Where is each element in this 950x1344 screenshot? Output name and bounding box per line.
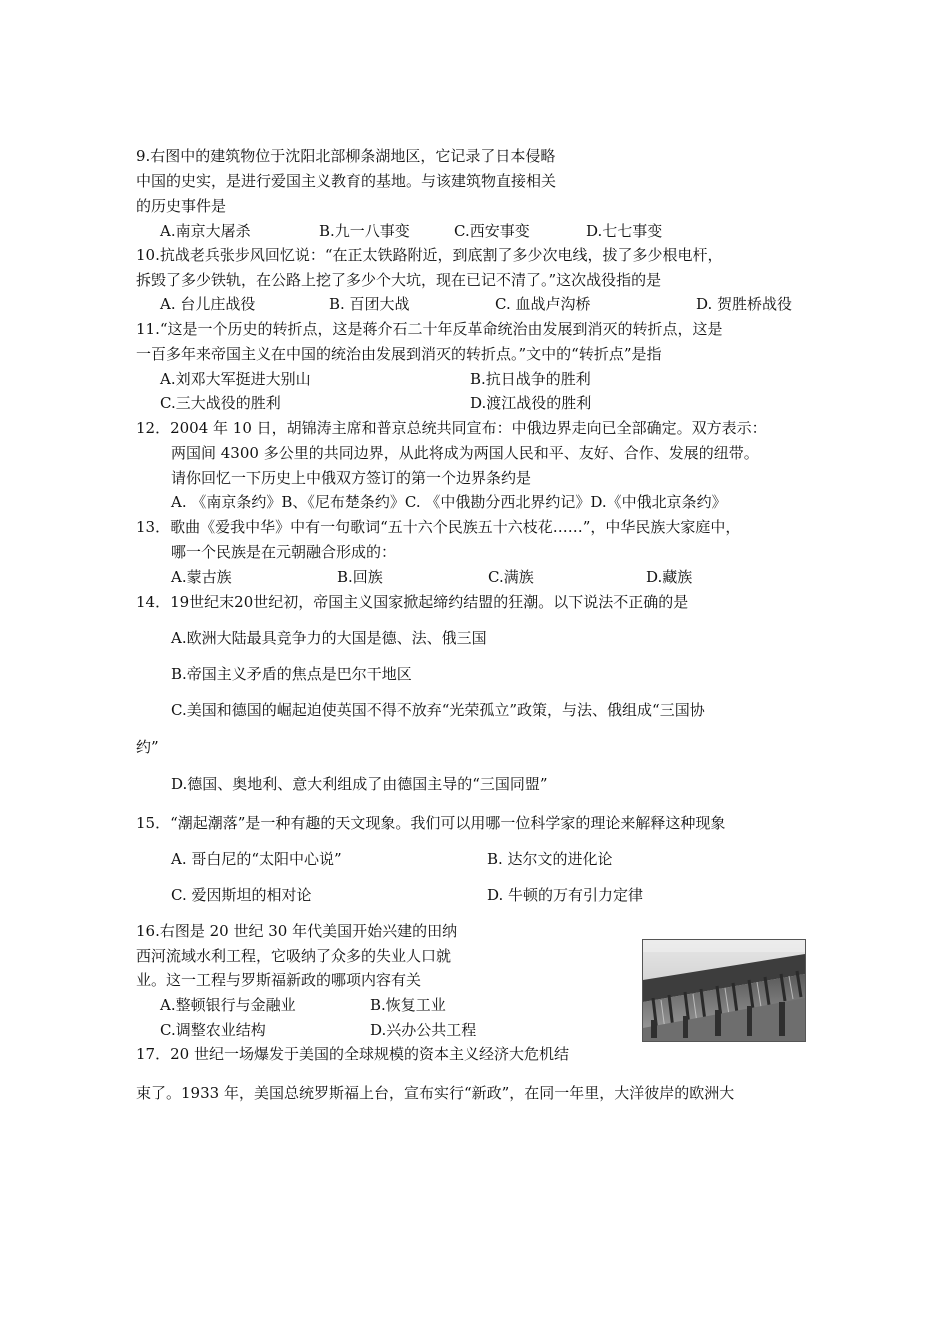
q10-option-a: A. 台儿庄战役 [160, 295, 256, 313]
q13-option-d: D.藏族 [646, 568, 693, 586]
q16-option-c: C.调整农业结构 [160, 1021, 266, 1039]
q12-stem-line1: 12．2004 年 10 日，胡锦涛主席和普京总统共同宣布：中俄边界走向已全部确定。双方表示： [136, 419, 767, 437]
q11-option-b: B.抗日战争的胜利 [470, 370, 591, 388]
q16-option-d: D.兴办公共工程 [370, 1021, 477, 1039]
q15-option-d: D. 牛顿的万有引力定律 [487, 886, 644, 904]
q16-option-b: B.恢复工业 [370, 996, 446, 1014]
q9-stem-line2: 中国的史实，是进行爱国主义教育的基地。与该建筑物直接相关 [136, 172, 557, 190]
q10-stem-line2: 拆毁了多少铁轨，在公路上挖了多少个大坑，现在已记不清了。”这次战役指的是 [136, 271, 662, 289]
q10-stem-line1: 10.抗战老兵张步风回忆说：“在正太铁路附近，到底割了多少次电线，拔了多少根电杆， [136, 246, 723, 264]
q11-option-a: A.刘邓大军挺进大别山 [160, 370, 311, 388]
q17-stem-line1: 17．20 世纪一场爆发于美国的全球规模的资本主义经济大危机结 [136, 1045, 569, 1063]
q13-stem-line2: 哪一个民族是在元朝融合形成的： [171, 543, 397, 561]
q9-option-a: A.南京大屠杀 [160, 222, 251, 240]
q9-stem-line1: 9.右图中的建筑物位于沈阳北部柳条湖地区，它记录了日本侵略 [136, 147, 556, 165]
q14-option-b: B.帝国主义矛盾的焦点是巴尔干地区 [171, 665, 412, 683]
q17-stem-line2: 束了。1933 年，美国总统罗斯福上台，宣布实行“新政”，在同一年里，大洋彼岸的欧洲大 [136, 1084, 735, 1102]
dam-photo [642, 939, 806, 1042]
q13-option-c: C.满族 [488, 568, 534, 586]
q14-option-c-line2: 约” [136, 738, 159, 756]
q15-option-c: C. 爱因斯坦的相对论 [171, 886, 312, 904]
q15-option-b: B. 达尔文的进化论 [487, 850, 613, 868]
q12-stem-line2: 两国间 4300 多公里的共同边界，从此将成为两国人民和平、友好、合作、发展的纽带。 [171, 444, 759, 462]
q10-option-c: C. 血战卢沟桥 [495, 295, 591, 313]
q9-option-c: C.西安事变 [454, 222, 530, 240]
dam-photo-illustration [643, 940, 805, 1041]
q11-option-c: C.三大战役的胜利 [160, 394, 281, 412]
q14-option-c-line1: C.美国和德国的崛起迫使英国不得不放弃“光荣孤立”政策，与法、俄组成“三国协 [171, 701, 705, 719]
q16-option-a: A.整顿银行与金融业 [160, 996, 296, 1014]
q9-option-d: D.七七事变 [586, 222, 663, 240]
q12-options: A. 《南京条约》B、《尼布楚条约》C. 《中俄勘分西北界约记》D.《中俄北京条约》 [171, 493, 727, 511]
q14-option-d: D.德国、奥地利、意大利组成了由德国主导的“三国同盟” [171, 775, 548, 793]
q11-option-d: D.渡江战役的胜利 [470, 394, 592, 412]
q15-option-a: A. 哥白尼的“太阳中心说” [171, 850, 342, 868]
q16-stem-line3: 业。这一工程与罗斯福新政的哪项内容有关 [136, 971, 422, 989]
q9-option-b: B.九一八事变 [319, 222, 410, 240]
q9-stem-line3: 的历史事件是 [136, 197, 227, 215]
q11-stem-line2: 一百多年来帝国主义在中国的统治由发展到消灭的转折点。”文中的“转折点”是指 [136, 345, 662, 363]
q16-stem-line2: 西河流域水利工程，它吸纳了众多的失业人口就 [136, 947, 452, 965]
q16-stem-line1: 16.右图是 20 世纪 30 年代美国开始兴建的田纳 [136, 922, 458, 940]
q13-stem-line1: 13．歌曲《爱我中华》中有一句歌词“五十六个民族五十六枝花……”，中华民族大家庭中， [136, 518, 741, 536]
q12-stem-line3: 请你回忆一下历史上中俄双方签订的第一个边界条约是 [171, 469, 532, 487]
q14-stem: 14．19世纪末20世纪初，帝国主义国家掀起缔约结盟的狂潮。以下说法不正确的是 [136, 593, 689, 611]
q13-option-a: A.蒙古族 [171, 568, 232, 586]
q13-option-b: B.回族 [337, 568, 383, 586]
q14-option-a: A.欧洲大陆最具竞争力的大国是德、法、俄三国 [171, 629, 487, 647]
q10-option-b: B. 百团大战 [329, 295, 410, 313]
q10-option-d: D. 贺胜桥战役 [696, 295, 793, 313]
q11-stem-line1: 11.“这是一个历史的转折点，这是蒋介石二十年反革命统治由发展到消灭的转折点，这是 [136, 320, 723, 338]
q15-stem: 15．“潮起潮落”是一种有趣的天文现象。我们可以用哪一位科学家的理论来解释这种现象 [136, 814, 726, 832]
